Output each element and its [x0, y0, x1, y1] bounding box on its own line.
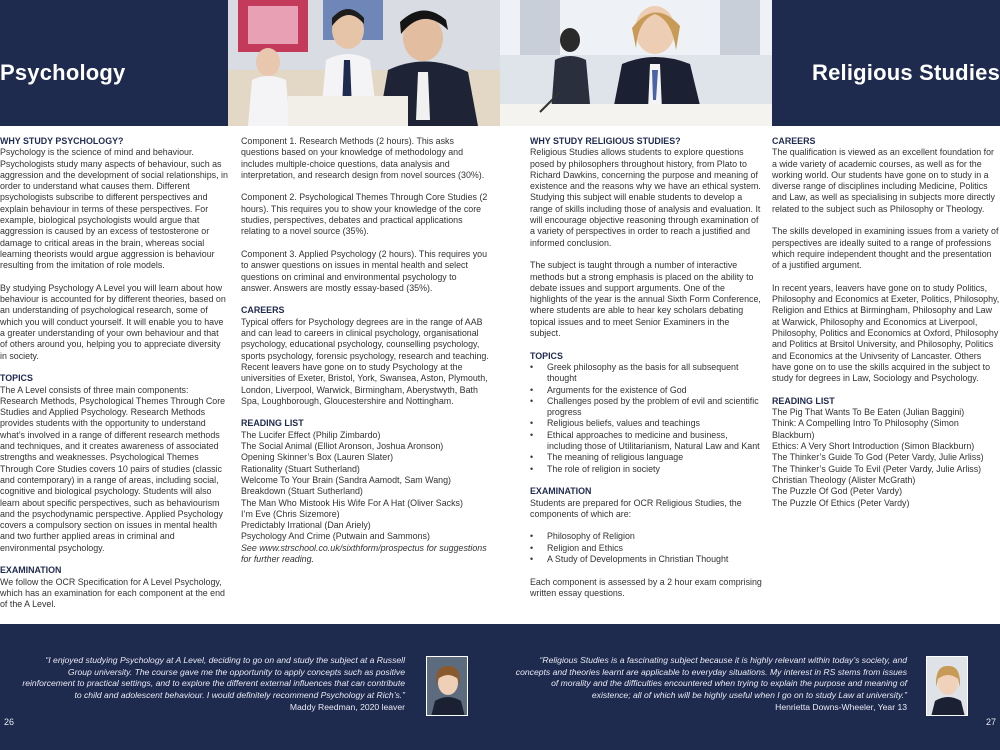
list-item: I’m Eve (Chris Sizemore) [241, 508, 340, 519]
section-heading-examination-rs: EXAMINATION [530, 486, 592, 497]
avatar-student-religious-studies [926, 656, 968, 716]
list-item: Ethics: A Very Short Introduction (Simon Blackburn) [772, 441, 975, 452]
page-title-psychology: Psychology [0, 60, 126, 85]
list-item: • Religion and Ethics [530, 543, 762, 554]
list-item: • The role of religion in society [530, 464, 762, 475]
list-item: Predictably Irrational (Dan Ariely) [241, 520, 371, 531]
list-item: • Arguments for the existence of God [530, 385, 762, 396]
section-heading-reading-list: READING LIST [241, 418, 304, 429]
list-item: • Greek philosophy as the basis for all subsequent thought [530, 362, 762, 385]
list-item: The Pig That Wants To Be Eaten (Julian Baggini) [772, 407, 965, 418]
section-heading-why-psychology: WHY STUDY PSYCHOLOGY? [0, 136, 124, 146]
topics-list [530, 362, 762, 475]
list-item: Welcome To Your Brain (Sandra Aamodt, Sam Wang) [241, 474, 451, 485]
list-item: The Man Who Mistook His Wife For A Hat (Oliver Sacks) [241, 497, 463, 508]
list-item: The Puzzle Of Ethics (Peter Vardy) [772, 497, 910, 508]
paragraph-why-psychology-2: By studying Psychology A Level you will learn about how behaviour is accounted for by different theories, based on an understanding of psychological research, some of which you will conduct yourself. It will enable you to have a greater understanding of your own behaviour and that of others around you, helping you to appreciate diversity in society. [0, 282, 226, 361]
paragraph-component-3: Component 3. Applied Psychology (2 hours). This requires you to answer questions on issues in mental health and select questions on criminal and environmental psychology to answer. Answers are mostly essay-based (35%). [241, 248, 488, 293]
paragraph-why-psychology-1: Psychology is the science of mind and behaviour. Psychologists study many aspects of behaviour, such as aggression and the development of social relationships, in order to understand what causes them. Different psychologists subscribe to different perspectives and explain behaviour in terms of these perspectives. For example, biological psychologists would argue that aggression is caused by an excess of testosterone or damage to critical areas in the brain, whereas social learning theorists would argue aggression is behaviour resulting from the imitation of role models. [0, 147, 228, 271]
avatar-psychology-art [427, 657, 468, 716]
paragraph-examination-rs: Students are prepared for OCR Religious Studies, the components of which are: [530, 497, 742, 519]
list-item: Christian Theology (Alister McGrath) [772, 474, 916, 485]
list-item: • Challenges posed by the problem of evil and scientific progress [530, 396, 762, 419]
classroom-photo-writing-student [500, 0, 772, 126]
paragraph-assessment: Each component is assessed by a 2 hour exam comprising written essay questions. [530, 576, 762, 598]
student-quote-psychology: “I enjoyed studying Psychology at A Level, deciding to go on and study the subject at a Russell Group university. The course gave me the opportunity to apply concepts such as positive reinforcement to practical settings, and to explore the different external influences that can contribute to child and adolescent behaviour. I would definitely recommend Psychology at Rich’s.” [22, 655, 405, 700]
section-heading-careers: CAREERS [241, 305, 285, 316]
list-item: • The meaning of religious language [530, 452, 762, 463]
section-heading-reading-list-rs: READING LIST [772, 395, 835, 406]
reading-list [241, 430, 489, 543]
paragraph-careers-rs-3: In recent years, leavers have gone on to study Politics, Philosophy and Economics at Exeter, Politics, Philosophy, Religion and Ethics at Birmingham, Philosophy and Law at Warwick, Philosophy and Economics at Liverpool, Philosophy, Politics and Economics at Oxford, Philosophy and Politics at Brsitol University, and Philosophy, Politics and Economics at the Univserity of Lancaster. Others have gone on to use the skills acquired in the subject to study for degrees in Law, Sociology and Psychology. [772, 282, 1000, 384]
paragraph-why-rs-1: Religious Studies allows students to explore questions posed by philosophers throughout history, from Plato to Richard Dawkins, concerning the purpose and meaning of existence and the reasons why we have an ethical system. Studying this subject will enable students to develop a range of skills including those of analysis and evaluation. It will encourage objective reasoning through examination of a variety of perspectives in order to reach a justified and informed conclusion. [530, 147, 761, 248]
list-item: • Philosophy of Religion [530, 531, 762, 542]
list-item: The Thinker’s Guide To God (Peter Vardy, Julie Arliss) [772, 452, 984, 463]
avatar-religious-studies-art [927, 657, 968, 716]
list-item: The Puzzle Of God (Peter Vardy) [772, 486, 903, 497]
student-quote-religious-studies: “Religious Studies is a fascinating subject because it is highly relevant within today’s society, and concepts and theories learnt are applicable to everyday situations. My interest in RS stems from issues of morality and the difficulties encountered when trying to explain the purpose and meaning of existence; all of which will be highly useful when I go on to study Law at university.” [515, 655, 907, 700]
paragraph-component-1: Component 1. Research Methods (2 hours). This asks questions based on your knowledge of methodology and includes multiple-choice questions, data analysis and interpretation, and research design from novel sources (30%). [241, 136, 485, 180]
list-item: The Social Animal (Elliot Aronson, Joshua Aronson) [241, 441, 444, 452]
list-item: Rationality (Stuart Sutherland) [241, 463, 360, 474]
religious-studies-column-2 [772, 136, 1000, 509]
list-item: • Religious beliefs, values and teachings [530, 418, 762, 429]
quote-attribution-religious-studies: Henrietta Downs-Wheeler, Year 13 [775, 702, 907, 712]
components-list [530, 531, 762, 565]
section-heading-why-religious-studies: WHY STUDY RELIGIOUS STUDIES? [530, 136, 681, 146]
paragraph-component-2: Component 2. Psychological Themes Through Core Studies (2 hours). This requires you to show your knowledge of the core studies, perspectives, debates and practical applications relating to a novel source (35%). [241, 192, 488, 237]
psychology-column-2 [241, 136, 489, 565]
classroom-photo-writing-art [500, 0, 772, 126]
list-item: The Thinker’s Guide To Evil (Peter Vardy, Julie Arliss) [772, 463, 982, 474]
section-heading-topics-rs: TOPICS [530, 350, 563, 361]
list-item: Breakdown (Stuart Sutherland) [241, 486, 363, 497]
paragraph-topics: The A Level consists of three main components: Research Methods, Psychological Themes Through Core Studies and Applied Psychology. Research Methods provides students with the opportunity to understand what’s involved in a range of different research methods and techniques, and it creates awareness of associated strengths and weaknesses. Psychological Themes Through Core Studies covers 10 pairs of studies (classic and contemporary) in a range of areas, including social, cognitive and biological psychology. Students will also learn about specific perspectives, such as behaviourism and the psychodynamic perspective. Applied Psychology covers a compulsory section on issues in mental health and two further applied areas in criminal and environmental psychology. [0, 384, 226, 553]
reading-note-link[interactable]: See www.strschool.co.uk/sixthform/prospectus for suggestions for further reading. [241, 542, 487, 564]
paragraph-examination: We follow the OCR Specification for A Level Psychology, which has an examination for each component at the end of the A Level. [0, 576, 225, 610]
section-heading-examination: EXAMINATION [0, 565, 62, 576]
classroom-photo-students [228, 0, 500, 126]
psychology-column-1 [0, 136, 228, 610]
list-item: The Lucifer Effect (Philip Zimbardo) [241, 429, 381, 440]
list-item: Psychology And Crime (Putwain and Sammons) [241, 531, 430, 542]
paragraph-why-rs-2: The subject is taught through a number of interactive methods but a strong emphasis is placed on the ability to debate issues and support arguments. One of the highlights of the year is the annual Sixth Form Conference, where students are able to hear key scholars debating topical issues and to meet Senior Examiners in the subject. [530, 260, 761, 339]
section-heading-careers-rs: CAREERS [772, 136, 816, 146]
quote-attribution-psychology: Maddy Reedman, 2020 leaver [289, 702, 405, 712]
page-number-left: 26 [4, 717, 15, 727]
list-item: • Ethical approaches to medicine and business, including those of Utilitarianism, Natural Law and Kant [530, 430, 762, 453]
avatar-student-psychology [426, 656, 468, 716]
list-item: Think: A Compelling Intro To Philosophy (Simon Blackburn) [772, 418, 959, 440]
list-item: • A Study of Developments in Christian Thought [530, 554, 762, 565]
reading-list-rs [772, 407, 1000, 509]
religious-studies-column-1 [530, 136, 762, 599]
page-number-right: 27 [985, 717, 996, 727]
paragraph-careers-rs-1: The qualification is viewed as an excellent foundation for a wide variety of academic courses, as well as for the working world. Our students have gone on to study in a diverse range of disciplines including Medicine, Politics and Law, as well as specialising in subjects more directly related to the subject such as Philosophy or Theology. [772, 147, 995, 214]
paragraph-careers-rs-2: The skills developed in examining issues from a variety of perspectives are ideally suited to a range of professions which require independent thought and the presentation of a justified argument. [772, 226, 999, 271]
page-title-religious-studies: Religious Studies [812, 60, 1000, 85]
list-item: Opening Skinner’s Box (Lauren Slater) [241, 452, 394, 463]
paragraph-careers: Typical offers for Psychology degrees are in the range of AAB and can lead to careers in clinical psychology, organisational psychology, educational psychology, counselling psychology, sports psychology, forensic psychology, research and teaching. Recent leavers have gone on to study Psychology at the universities of Exeter, Bristol, York, Swansea, Aston, Plymouth, London, Liverpool, Warwick, Birmingham, Aberystwyth, Bath Spa, Loughborough, Gloucestershire and Nottingham. [241, 316, 489, 406]
classroom-photo-students-art [228, 0, 500, 126]
section-heading-topics: TOPICS [0, 373, 33, 384]
